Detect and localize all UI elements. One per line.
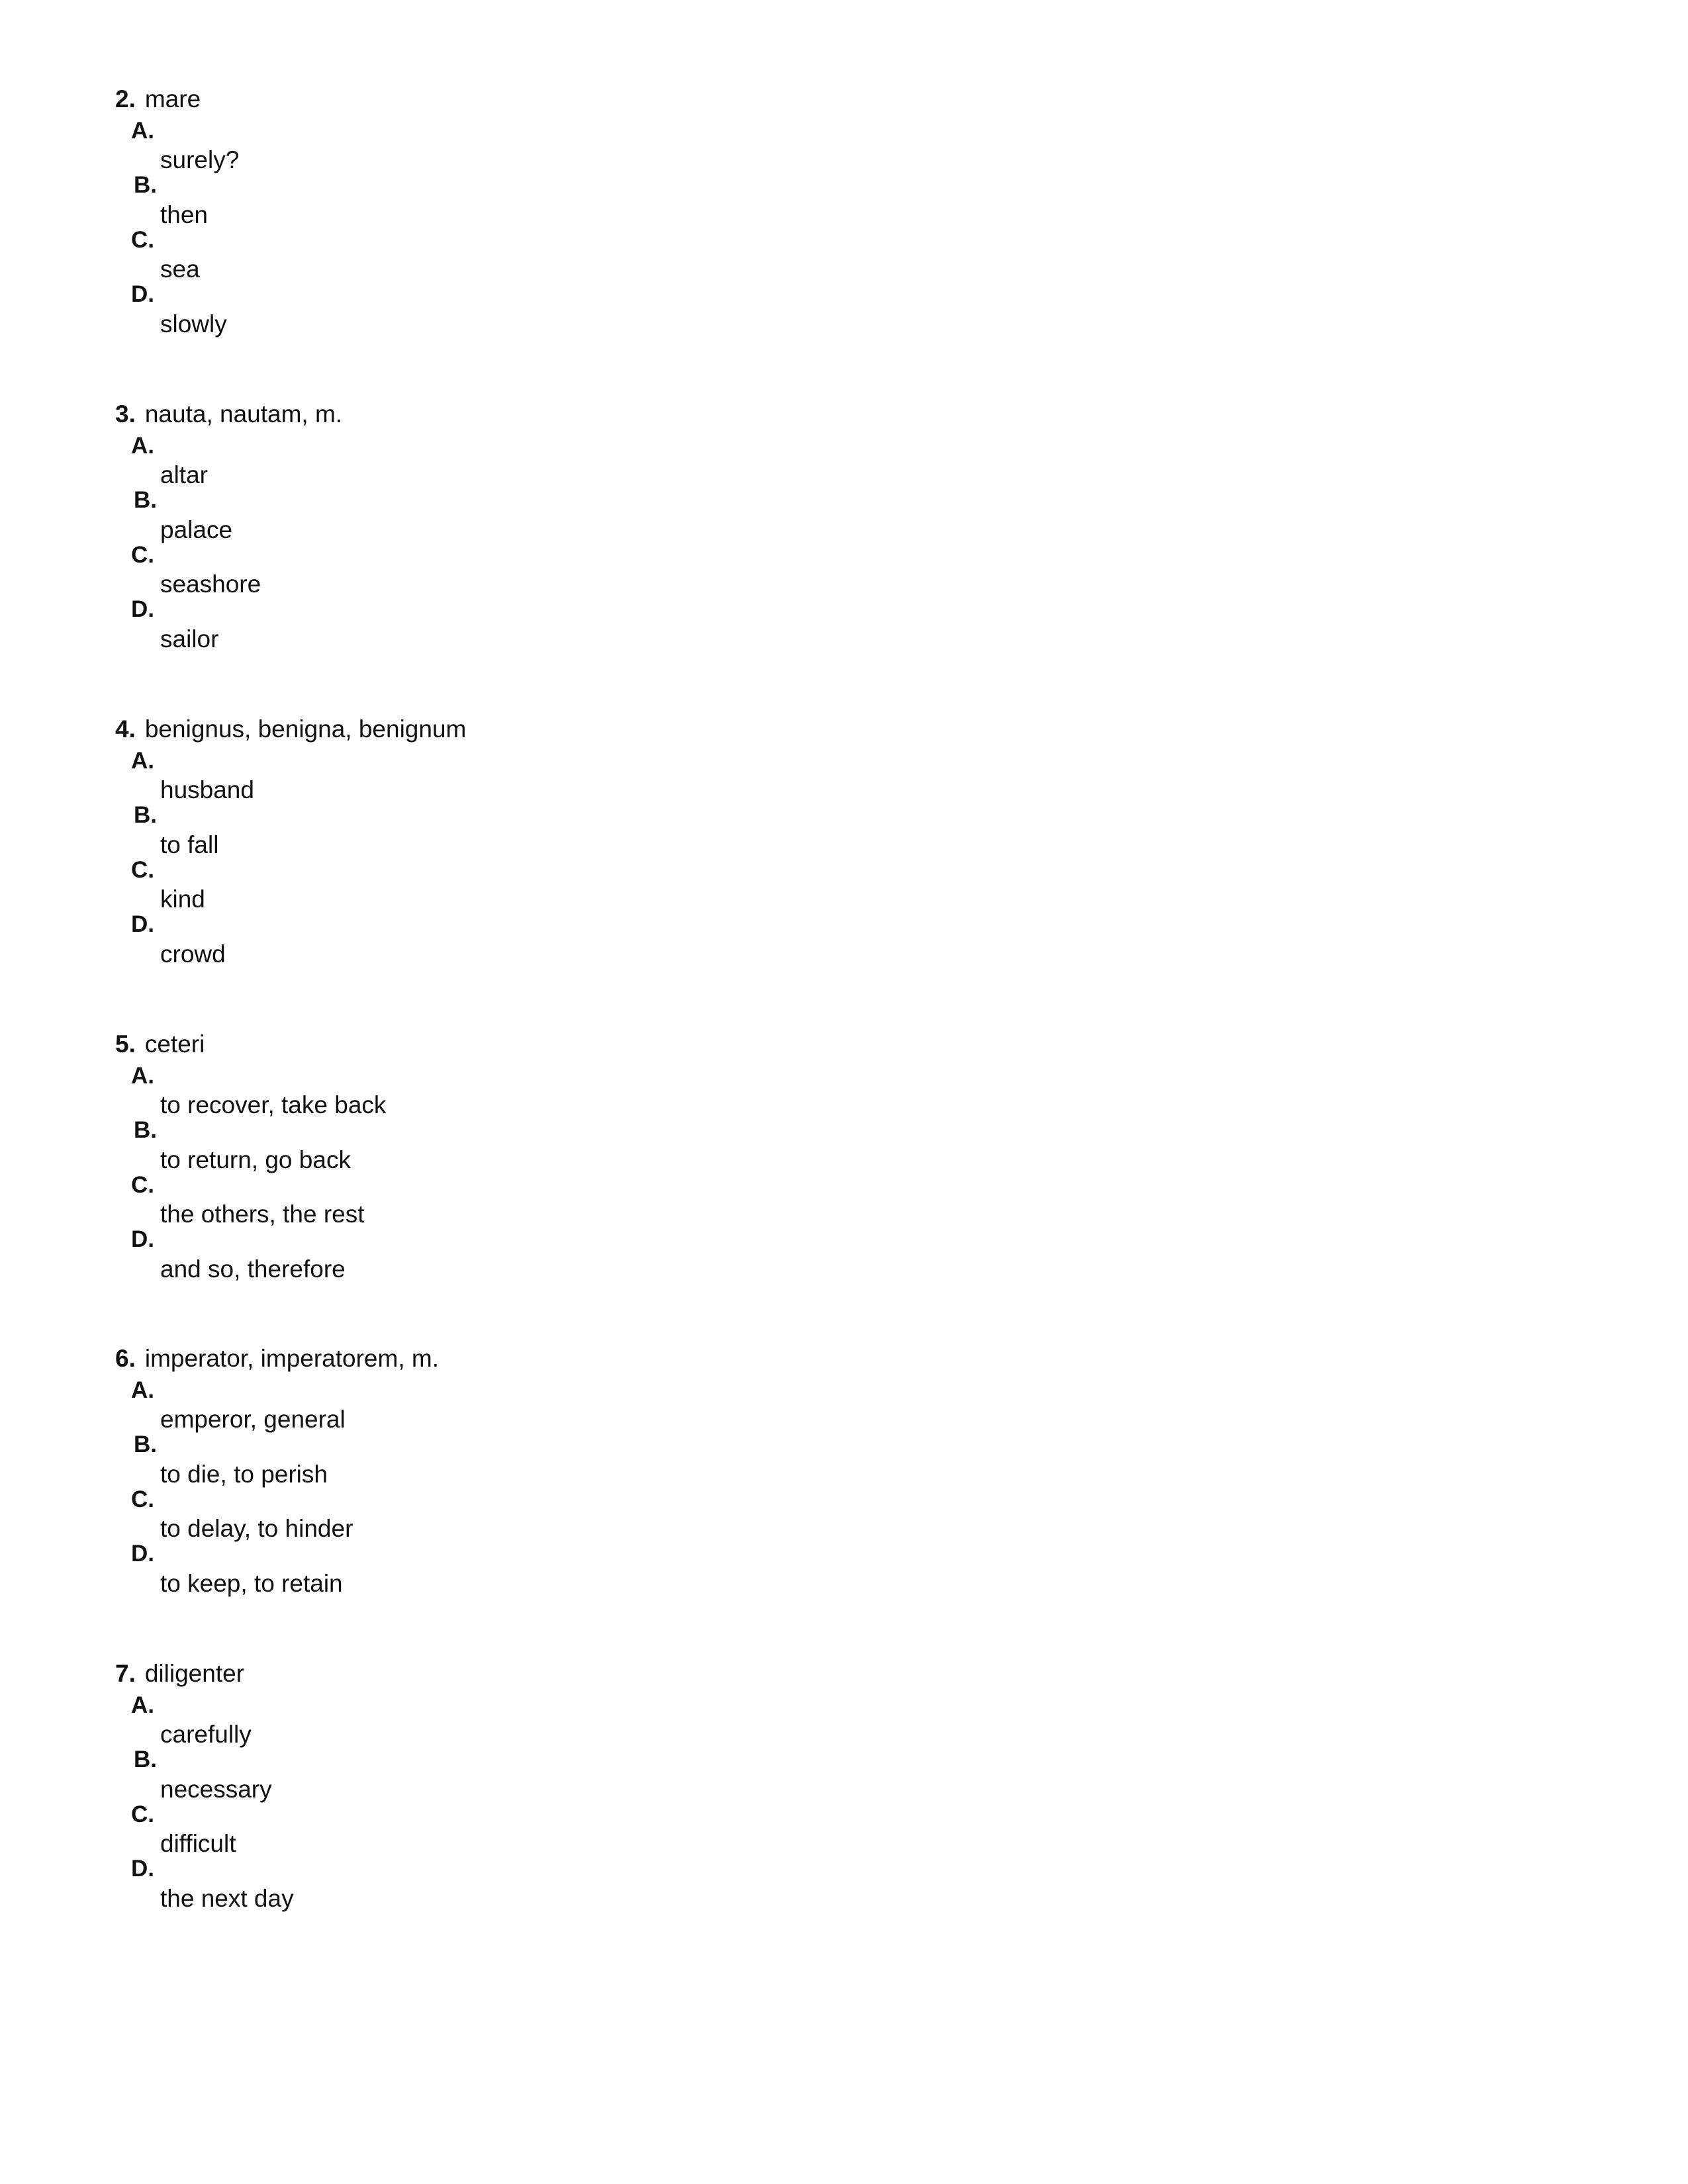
question-number: 7. [115,1660,136,1687]
choice-letter-d: D. [131,596,154,622]
question-term: ceteri [144,1030,205,1058]
choice-letter-b: B. [134,802,157,828]
choice-letter-b: B. [134,487,157,513]
choice-letter-d: D. [131,281,154,307]
question-number: 4. [115,715,136,743]
question-block [0,1259,927,1597]
question-number: 6. [115,1345,136,1372]
choice-letter-d: D. [131,1856,154,1882]
choice-text-b: palace [160,516,233,543]
choice-text-b: to return, go back [160,1146,351,1173]
choice-letter-d: D. [131,1541,154,1567]
question-term: diligenter [144,1660,245,1687]
choice-text-d: to keep, to retain [160,1570,343,1597]
choice-letter-a: A. [131,433,154,459]
choice-text-a: husband [160,776,254,803]
question-term: imperator, imperatorem, m. [144,1345,439,1372]
choice-text-c: the others, the rest [160,1201,365,1228]
choice-letter-a: A. [131,118,154,144]
choice-text-d: sailor [160,625,219,653]
question-heading [115,714,466,745]
choice-text-b: then [160,201,209,228]
choice-letter-a: A. [131,1063,154,1089]
choice-text-d: and so, therefore [160,1255,346,1283]
choice-letter-c: C. [131,1801,154,1827]
choice-letter-b: B. [134,1432,157,1457]
choice-text-a: carefully [160,1721,252,1748]
choice-text-a: to recover, take back [160,1091,387,1118]
choice-letter-c: C. [131,857,154,883]
choice-text-c: seashore [160,570,261,598]
choice-text-d: crowd [160,940,226,968]
choice-text-c: to delay, to hinder [160,1515,353,1542]
choice-text-a: emperor, general [160,1406,346,1433]
choice-letter-b: B. [134,1117,157,1143]
choice-letter-a: A. [131,1377,154,1403]
choice-text-d: slowly [160,310,227,338]
choice-letter-b: B. [134,172,157,198]
question-block [0,0,927,338]
question-heading [115,399,342,430]
question-number: 2. [115,85,136,113]
choice-letter-a: A. [131,1692,154,1718]
choice-text-d: the next day [160,1885,294,1912]
question-heading [115,1659,244,1689]
question-number: 5. [115,1030,136,1058]
choice-text-b: to fall [160,831,219,858]
question-number: 3. [115,400,136,428]
question-block [0,1574,927,1912]
choice-letter-c: C. [131,227,154,253]
choice-letter-c: C. [131,542,154,568]
question-block [0,945,927,1283]
choice-letter-d: D. [131,1226,154,1252]
choice-text-a: surely? [160,146,240,173]
choice-letter-c: C. [131,1486,154,1512]
question-heading [115,84,201,114]
question-term: nauta, nautam, m. [144,400,343,428]
choice-text-b: necessary [160,1776,272,1803]
choice-letter-b: B. [134,1747,157,1772]
question-term: benignus, benigna, benignum [144,715,467,743]
choice-letter-a: A. [131,748,154,774]
question-heading [115,1029,205,1060]
choice-text-c: kind [160,886,205,913]
choice-letter-d: D. [131,911,154,937]
question-block [0,315,927,653]
question-block [0,630,927,968]
question-heading [115,1343,439,1374]
choice-text-b: to die, to perish [160,1461,328,1488]
choice-text-c: difficult [160,1830,236,1857]
question-term: mare [144,85,201,113]
choice-letter-c: C. [131,1172,154,1198]
choice-text-a: altar [160,461,208,488]
choice-text-c: sea [160,255,200,283]
